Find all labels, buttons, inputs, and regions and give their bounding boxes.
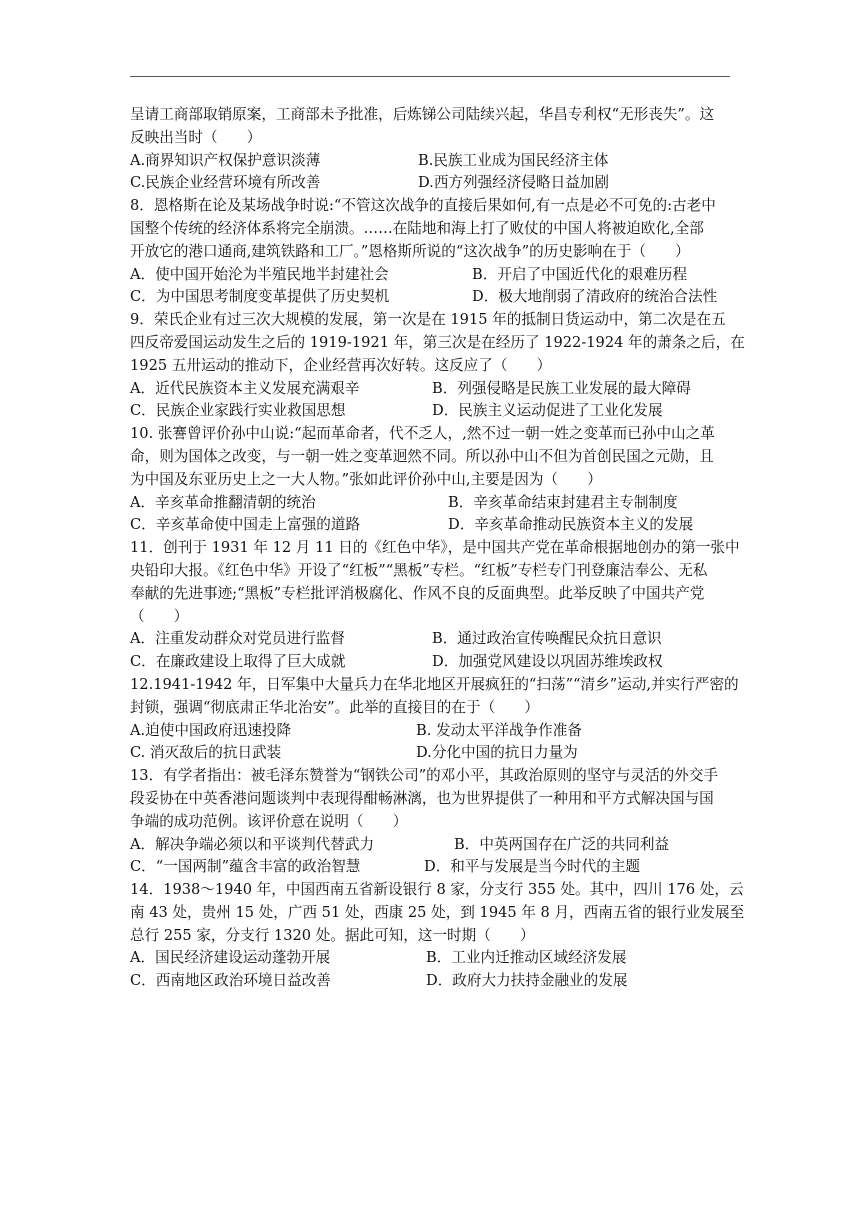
option-c: C．民族企业家践行实业救国思想: [130, 402, 346, 420]
option-row: [130, 628, 732, 651]
stem-line: 14．1938～1940 年，中国西南五省新设银行 8 家，分支行 355 处。其中，四川 176 处，云: [130, 881, 744, 899]
stem-line: 总行 255 家，分支行 1320 处。据此可知，这一时期（ ）: [130, 926, 535, 944]
option-row: [130, 492, 732, 515]
option-d: D．和平与发展是当今时代的主题: [424, 858, 641, 876]
option-row: [130, 947, 732, 970]
option-a: A．解决争端必须以和平谈判代替武力: [130, 835, 375, 853]
option-row: [130, 172, 732, 195]
option-d: D.西方列强经济侵略日益加剧: [418, 174, 609, 192]
stem-line: （ ）: [130, 607, 189, 625]
option-row: [130, 378, 732, 401]
option-row: [130, 834, 732, 857]
question-11: [130, 537, 740, 674]
question-14: [130, 879, 745, 993]
stem-line: 13．有学者指出：被毛泽东赞誉为“钢铁公司”的邓小平，其政治原则的坚守与灵活的外交手: [130, 767, 719, 785]
option-a: A．国民经济建设运动蓬勃开展: [130, 949, 331, 967]
option-b: B．中英两国存在广泛的共同利益: [454, 835, 670, 853]
question-10: [130, 423, 732, 537]
stem-line: 封锁，强调“彻底肃正华北治安”。此举的直接目的在于（ ）: [130, 698, 539, 716]
stem-line: 呈请工商部取销原案，工商部未予批准，后炼锑公司陆续兴起，华昌专利权“无形丧失”。这: [130, 106, 715, 123]
stem-line: 南 43 处，贵州 15 处，广西 51 处，西康 25 处，到 1945 年 8 月，西南五省的银行业发展至: [130, 903, 745, 921]
header-rule: [130, 76, 730, 77]
option-c: C．辛亥革命使中国走上富强的道路: [130, 516, 361, 534]
option-b: B.民族工业成为国民经济主体: [418, 151, 609, 169]
option-a: A．近代民族资本主义发展充满艰辛: [130, 379, 360, 397]
option-b: B. 发动太平洋战争作准备: [416, 721, 582, 739]
option-b: B．列强侵略是民族工业发展的最大障碍: [432, 379, 691, 397]
option-row: [130, 742, 732, 765]
stem-line: 反映出当时（ ）: [130, 128, 262, 146]
stem-line: 命，则为国体之改变，与一朝一姓之变革迥然不同。所以孙中山不但为首创民国之元勋，且: [130, 447, 714, 465]
option-d: D．加强党风建设以巩固苏维埃政权: [432, 653, 663, 671]
option-row: [130, 720, 732, 743]
stem-line: 12.1941-1942 年，日军集中大量兵力在华北地区开展疯狂的“扫荡”“清乡”运动,并实行严密的: [130, 675, 739, 693]
question-7-continued: [130, 104, 732, 195]
option-a: A.迫使中国政府迅速投降: [130, 721, 292, 739]
option-a: A．使中国开始沦为半殖民地半封建社会: [130, 265, 389, 283]
stem-line: 1925 五卅运动的推动下，企业经营再次好转。这反应了（ ）: [130, 356, 552, 374]
option-d: D．极大地削弱了清政府的统治合法性: [472, 288, 718, 306]
option-a: A．辛亥革命推翻清朝的统治: [130, 493, 316, 511]
stem-line: 10. 张謇曾评价孙中山说:“起而革命者，代不乏人，,然不过一朝一姓之变革而已孙中山之革: [130, 425, 715, 443]
stem-line: 开放它的港口通商,建筑铁路和工厂。”恩格斯所说的“这次战争”的历史影响在于（ ）: [130, 242, 690, 260]
option-a: A．注重发动群众对党员进行监督: [130, 630, 345, 648]
option-d: D.分化中国的抗日力量为: [416, 744, 578, 762]
question-9: [130, 309, 745, 423]
option-row: [130, 150, 732, 173]
option-c: C．“一国两制”蕴含丰富的政治智慧: [130, 858, 361, 876]
stem-line: 央铅印大报。《红色中华》开设了“红板”“黑板”专栏。“红板”专栏专门刊登廉洁奉公、无私: [130, 561, 708, 579]
question-12: [130, 674, 739, 765]
option-b: B．工业内迁推动区域经济发展: [426, 949, 627, 967]
option-row: [130, 856, 732, 879]
option-d: D．民族主义运动促进了工业化发展: [432, 402, 663, 420]
option-c: C．在廉政建设上取得了巨大成就: [130, 653, 346, 671]
option-c: C.民族企业经营环境有所改善: [130, 174, 321, 192]
option-row: [130, 286, 732, 309]
option-row: [130, 651, 732, 674]
option-b: B．开启了中国近代化的艰难历程: [472, 265, 688, 283]
option-row: [130, 970, 732, 993]
stem-line: 9．荣氏企业有过三次大规模的发展，第一次是在 1915 年的抵制日货运动中，第二次是在五: [130, 311, 726, 329]
stem-line: 争端的成功范例。该评价意在说明（ ）: [130, 812, 408, 830]
option-row: [130, 514, 732, 537]
option-c: C. 消灭敌后的抗日武装: [130, 744, 282, 762]
option-b: B．通过政治宣传唤醒民众抗日意识: [432, 630, 662, 648]
option-c: C．为中国思考制度变革提供了历史契机: [130, 288, 390, 306]
question-8: [130, 195, 732, 309]
option-d: D．政府大力扶持金融业的发展: [426, 972, 628, 990]
exam-page: [130, 104, 745, 993]
option-row: [130, 400, 732, 423]
stem-line: 8．恩格斯在论及某场战争时说:“不管这次战争的直接后果如何,有一点是必不可免的:古老中: [130, 197, 716, 215]
option-row: [130, 264, 732, 287]
stem-line: 国整个传统的经济体系将完全崩溃。……在陆地和海上打了败仗的中国人将被迫欧化,全部: [130, 219, 704, 237]
option-b: B．辛亥革命结束封建君主专制制度: [448, 493, 678, 511]
stem-line: 段妥协在中英香港问题谈判中表现得酣畅淋漓，也为世界提供了一种用和平方式解决国与国: [130, 789, 714, 807]
option-d: D．辛亥革命推动民族资本主义的发展: [448, 516, 694, 534]
stem-line: 奉献的先进事迹;“黑板”专栏批评消极腐化、作风不良的反面典型。此举反映了中国共产党: [130, 584, 705, 602]
option-c: C．西南地区政治环境日益改善: [130, 972, 331, 990]
stem-line: 为中国及东亚历史上之一大人物。”张如此评价孙中山,主要是因为（ ）: [130, 470, 602, 488]
option-a: A.商界知识产权保护意识淡薄: [130, 151, 321, 169]
question-13: [130, 765, 732, 879]
stem-line: 四反帝爱国运动发生之后的 1919-1921 年，第三次是在经历了 1922-1924 年的萧条之后，在: [130, 333, 745, 351]
stem-line: 11．创刊于 1931 年 12 月 11 日的《红色中华》，是中国共产党在革命根据地创办的第一张中: [130, 539, 740, 557]
